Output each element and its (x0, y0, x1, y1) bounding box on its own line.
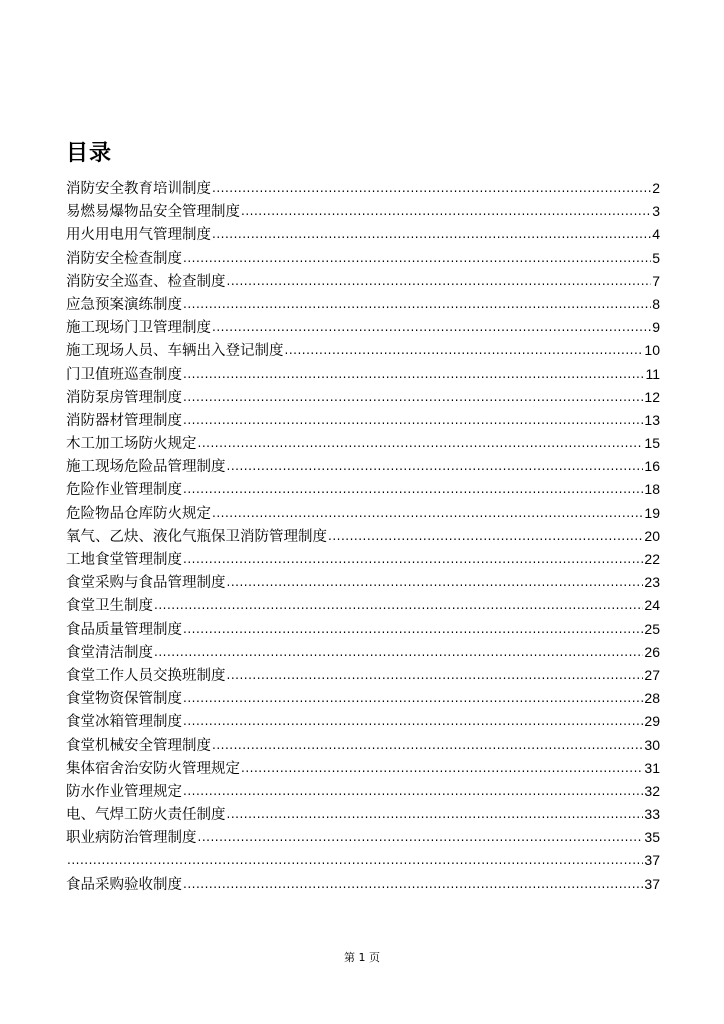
toc-dot-leader (198, 432, 644, 455)
toc-entry-page: 12 (644, 388, 660, 405)
toc-entry-page: 29 (644, 713, 660, 730)
toc-entry[interactable] (66, 641, 660, 664)
toc-entry-label: 施工现场危险品管理制度 (66, 459, 226, 476)
toc-entry-label: 工地食堂管理制度 (66, 552, 182, 568)
toc-entry[interactable] (66, 687, 660, 710)
toc-entry-page: 35 (644, 829, 660, 846)
toc-entry[interactable] (66, 618, 660, 641)
toc-entry-label: 食堂工作人员交换班制度 (66, 667, 226, 684)
toc-entry[interactable] (66, 734, 660, 757)
toc-dot-leader (212, 502, 643, 525)
toc-entry-label: 消防泵房管理制度 (66, 389, 182, 406)
toc-entry-page: 19 (644, 504, 660, 521)
toc-dot-leader (154, 594, 643, 617)
toc-entry-page: 23 (644, 574, 660, 591)
toc-dot-leader (183, 409, 643, 432)
toc-entry[interactable] (66, 247, 660, 270)
toc-entry[interactable] (66, 525, 660, 548)
toc-entry-page: 10 (644, 342, 660, 359)
toc-dot-leader (241, 757, 643, 780)
toc-entry-label: 消防安全巡查、检查制度 (66, 273, 226, 290)
toc-dot-leader (183, 548, 643, 571)
toc-entry-page: 7 (652, 272, 660, 289)
toc-dot-leader (154, 641, 643, 664)
toc-entry-page: 3 (652, 203, 660, 220)
toc-dot-leader (212, 177, 651, 200)
toc-entry[interactable] (66, 386, 660, 409)
toc-entry-page: 16 (644, 458, 660, 475)
toc-entry[interactable] (66, 710, 660, 733)
toc-entry-page: 2 (652, 180, 660, 196)
toc-entry[interactable] (66, 873, 660, 896)
toc-entry[interactable] (66, 502, 660, 525)
toc-dot-leader (227, 803, 644, 826)
toc-entry[interactable] (66, 455, 660, 478)
toc-entry-page: 8 (652, 295, 660, 312)
toc-dot-leader (198, 826, 644, 849)
toc-dot-leader (328, 525, 643, 548)
toc-entry[interactable] (66, 223, 660, 246)
toc-entry-label: 消防安全检查制度 (66, 250, 182, 267)
toc-dot-leader (183, 293, 651, 316)
toc-dot-leader (227, 664, 644, 687)
toc-entry-label: 消防器材管理制度 (66, 412, 182, 429)
toc-dot-leader (227, 455, 644, 478)
toc-entry[interactable] (66, 803, 660, 826)
toc-entry-label: 危险物品仓库防火规定 (66, 505, 211, 522)
toc-entry[interactable] (66, 177, 660, 200)
toc-entry[interactable] (66, 548, 660, 571)
toc-entry-label: 用火用电用气管理制度 (66, 227, 211, 244)
toc-entry-label: 应急预案演练制度 (66, 296, 182, 313)
toc-dot-leader (183, 363, 644, 386)
toc-dot-leader (241, 200, 651, 223)
toc-dot-leader (183, 687, 643, 710)
toc-dot-leader (183, 478, 643, 501)
toc-list (66, 177, 660, 896)
toc-entry[interactable] (66, 757, 660, 780)
toc-entry-page: 15 (644, 435, 660, 452)
toc-dot-leader (67, 849, 643, 872)
toc-entry-page: 24 (644, 597, 660, 614)
toc-entry-page: 5 (652, 249, 660, 266)
toc-dot-leader (183, 386, 643, 409)
toc-entry-label: 集体宿舍治安防火管理规定 (66, 760, 240, 777)
toc-entry[interactable] (66, 270, 660, 293)
toc-entry-label: 食堂冰箱管理制度 (66, 714, 182, 731)
toc-dot-leader (212, 316, 651, 339)
toc-entry-label: 食堂采购与食品管理制度 (66, 575, 226, 592)
toc-entry-label: 职业病防治管理制度 (66, 830, 197, 847)
toc-dot-leader (183, 710, 643, 733)
toc-entry[interactable] (66, 478, 660, 501)
toc-dot-leader (212, 734, 643, 757)
toc-entry-label: 食堂物资保管制度 (66, 691, 182, 708)
toc-entry-label: 电、气焊工防火责任制度 (66, 807, 226, 824)
toc-entry-page: 20 (644, 527, 660, 544)
toc-entry-label: 食堂清洁制度 (66, 644, 153, 661)
toc-entry-label: 施工现场人员、车辆出入登记制度 (66, 343, 284, 360)
toc-entry-page: 13 (644, 411, 660, 428)
toc-entry-label: 食堂卫生制度 (66, 598, 153, 615)
toc-entry[interactable] (66, 409, 660, 432)
toc-dot-leader (183, 247, 651, 270)
toc-entry-page: 33 (644, 806, 660, 823)
toc-entry-label: 食品质量管理制度 (66, 621, 182, 638)
toc-entry-label: 氧气、乙炔、液化气瓶保卫消防管理制度 (66, 528, 327, 545)
toc-entry-page: 32 (644, 782, 660, 799)
toc-entry[interactable] (66, 571, 660, 594)
toc-entry-label: 门卫值班巡查制度 (66, 366, 182, 383)
toc-dot-leader (183, 618, 643, 641)
toc-dot-leader (285, 339, 644, 362)
toc-dot-leader (183, 780, 643, 803)
toc-entry-label: 食品采购验收制度 (66, 876, 182, 893)
toc-entry[interactable] (66, 432, 660, 455)
toc-dot-leader (227, 270, 652, 293)
toc-entry[interactable] (66, 826, 660, 849)
toc-entry[interactable] (66, 200, 660, 223)
toc-entry-label: 危险作业管理制度 (66, 482, 182, 499)
toc-dot-leader (212, 223, 651, 246)
toc-entry[interactable] (66, 664, 660, 687)
toc-entry-label: 施工现场门卫管理制度 (66, 320, 211, 337)
toc-dot-leader (183, 873, 643, 896)
toc-entry-page: 27 (644, 666, 660, 683)
toc-entry-page: 22 (644, 551, 660, 567)
toc-entry-page: 31 (644, 759, 660, 776)
toc-entry-label: 易燃易爆物品安全管理制度 (66, 204, 240, 221)
toc-entry-page: 4 (652, 226, 660, 243)
toc-entry[interactable] (66, 780, 660, 803)
toc-entry-page: 11 (645, 365, 660, 382)
toc-entry-page: 28 (644, 690, 660, 707)
toc-entry[interactable] (66, 339, 660, 362)
toc-entry-page: 18 (644, 481, 660, 498)
toc-title: 目录 (66, 141, 113, 166)
toc-entry[interactable] (66, 594, 660, 617)
toc-entry-page: 37 (644, 852, 660, 869)
toc-entry-page: 37 (644, 875, 660, 892)
toc-entry[interactable] (66, 363, 660, 386)
toc-entry-label: 防水作业管理规定 (66, 783, 182, 800)
toc-entry-label: 木工加工场防火规定 (66, 436, 197, 453)
page-footer: 第 1 页 (344, 951, 380, 964)
toc-entry-page: 26 (644, 643, 660, 660)
toc-dot-leader (227, 571, 644, 594)
toc-entry[interactable] (66, 316, 660, 339)
toc-entry[interactable] (66, 849, 660, 872)
toc-entry[interactable] (66, 293, 660, 316)
toc-entry-label: 食堂机械安全管理制度 (66, 737, 211, 754)
toc-entry-label: 消防安全教育培训制度 (66, 181, 211, 197)
toc-entry-page: 25 (644, 620, 660, 637)
toc-entry-page: 9 (652, 319, 660, 336)
toc-entry-page: 30 (644, 736, 660, 753)
